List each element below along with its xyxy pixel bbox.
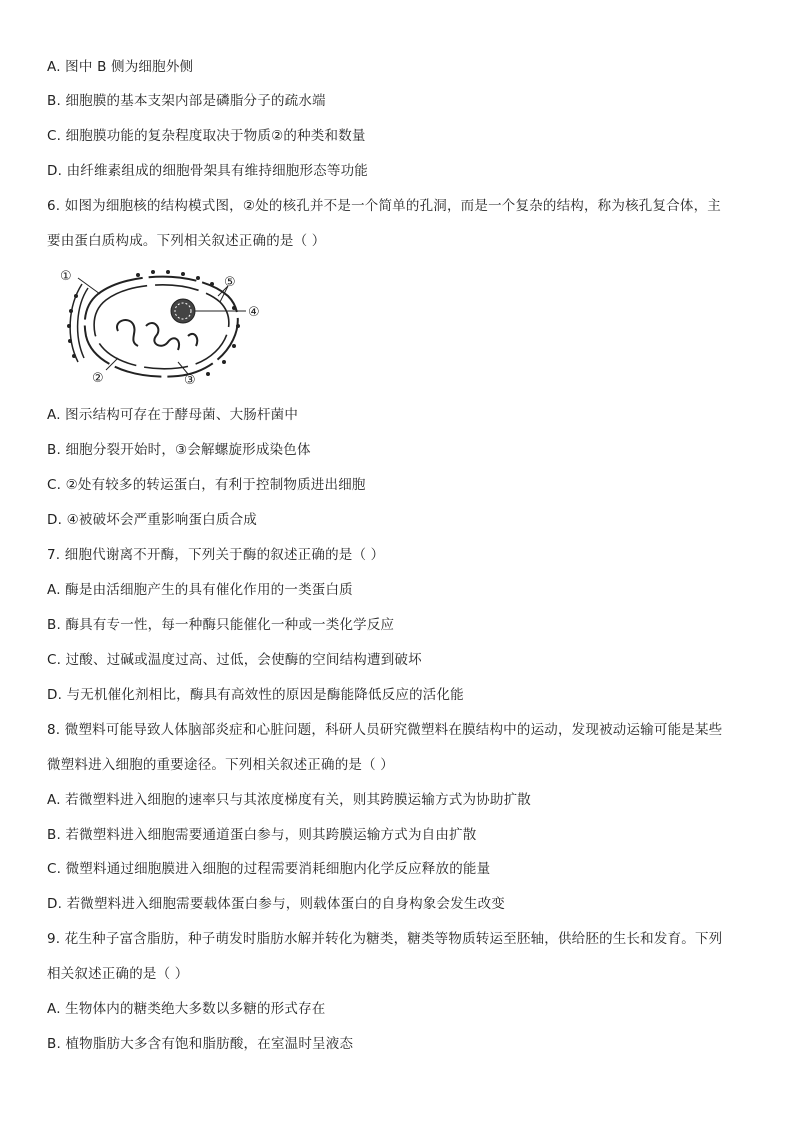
- label-4: ④: [248, 305, 260, 320]
- option-line: B. 酶具有专一性，每一种酶只能催化一种或一类化学反应: [47, 617, 395, 633]
- label-1: ①: [60, 269, 72, 284]
- outer-membrane: [85, 277, 238, 377]
- option-line: D. 与无机催化剂相比，酶具有高效性的原因是酶能降低反应的活化能: [47, 687, 464, 703]
- label-2: ②: [92, 371, 104, 386]
- label-5: ⑤: [224, 275, 236, 290]
- option-line: B. 细胞分裂开始时，③会解螺旋形成染色体: [47, 442, 311, 458]
- label-3: ③: [184, 373, 196, 386]
- question-8-text: 8. 微塑料可能导致人体脑部炎症和心脏问题，科研人员研究微塑料在膜结构中的运动，发现被动运输可能是某些: [47, 722, 723, 738]
- question-9-text: 9. 花生种子富含脂肪，种子萌发时脂肪水解并转化为糖类，糖类等物质转运至胚轴，供给胚的生长和发育。下列: [47, 931, 723, 947]
- option-line: D. 若微塑料进入细胞需要载体蛋白参与，则载体蛋白的自身构象会发生改变: [47, 896, 505, 912]
- option-line: D. ④被破坏会严重影响蛋白质合成: [47, 512, 257, 528]
- option-line: B. 植物脂肪大多含有饱和脂肪酸，在室温时呈液态: [47, 1036, 354, 1052]
- question-9-text: 相关叙述正确的是（ ）: [47, 966, 189, 982]
- chromatin: [117, 320, 197, 350]
- option-line: A. 酶是由活细胞产生的具有催化作用的一类蛋白质: [47, 582, 353, 598]
- option-line: A. 若微塑料进入细胞的速率只与其浓度梯度有关，则其跨膜运输方式为协助扩散: [47, 792, 531, 808]
- option-line: A. 生物体内的糖类绝大多数以多糖的形式存在: [47, 1001, 326, 1017]
- option-line: C. 细胞膜功能的复杂程度取决于物质②的种类和数量: [47, 128, 366, 144]
- option-line: A. 图示结构可存在于酵母菌、大肠杆菌中: [47, 407, 299, 423]
- option-line: A. 图中 B 侧为细胞外侧: [47, 59, 194, 75]
- inner-membrane: [94, 285, 229, 369]
- option-line: C. ②处有较多的转运蛋白，有利于控制物质进出细胞: [47, 477, 366, 493]
- question-7-text: 7. 细胞代谢离不开酶，下列关于酶的叙述正确的是（ ）: [47, 547, 385, 563]
- option-line: C. 过酸、过碱或温度过高、过低，会使酶的空间结构遭到破坏: [47, 652, 422, 668]
- endoplasmic-reticulum: [78, 288, 88, 358]
- option-line: C. 微塑料通过细胞膜进入细胞的过程需要消耗细胞内化学反应释放的能量: [47, 861, 491, 877]
- question-6-text: 要由蛋白质构成。下列相关叙述正确的是（ ）: [47, 233, 326, 249]
- option-line: B. 细胞膜的基本支架内部是磷脂分子的疏水端: [47, 93, 326, 109]
- option-line: B. 若微塑料进入细胞需要通道蛋白参与，则其跨膜运输方式为自由扩散: [47, 827, 477, 843]
- nucleus-diagram: [58, 266, 268, 386]
- option-line: D. 由纤维素组成的细胞骨架具有维持细胞形态等功能: [47, 163, 368, 179]
- question-8-text: 微塑料进入细胞的重要途径。下列相关叙述正确的是（ ）: [47, 757, 394, 773]
- question-6-text: 6. 如图为细胞核的结构模式图，②处的核孔并不是一个简单的孔洞，而是一个复杂的结构，称为核孔复合体，主: [47, 198, 721, 214]
